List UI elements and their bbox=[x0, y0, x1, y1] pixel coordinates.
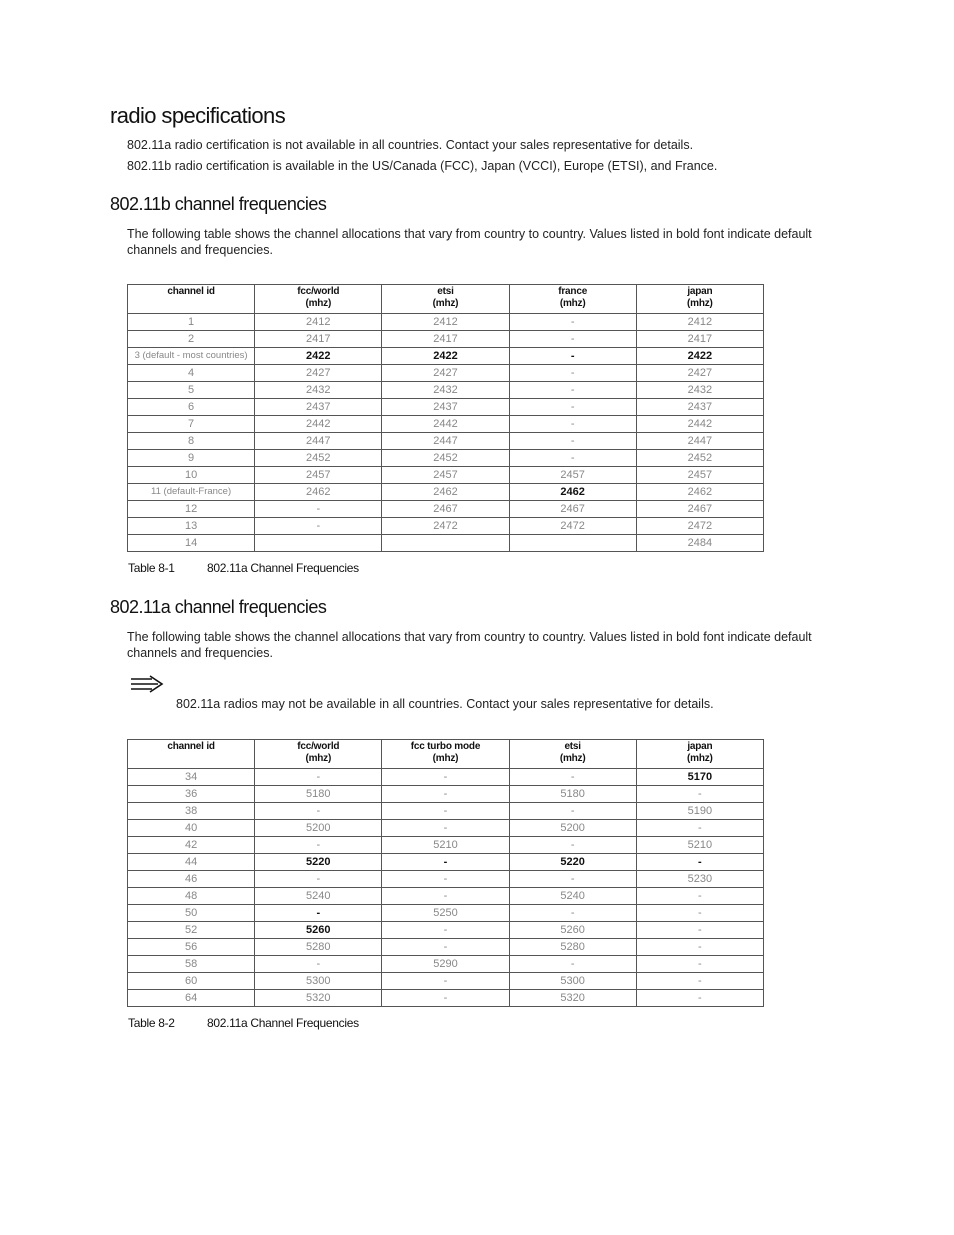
table-cell: - bbox=[382, 854, 509, 871]
table-row bbox=[128, 956, 764, 973]
column-header bbox=[128, 285, 255, 314]
intro-line-1: 802.11a radio certification is not available in all countries. Contact your sales representative for details. bbox=[127, 138, 694, 152]
table-cell: 46 bbox=[128, 871, 255, 888]
table-cell: 12 bbox=[128, 501, 255, 518]
table-cell: - bbox=[509, 956, 636, 973]
column-unit: (mhz) bbox=[432, 298, 459, 309]
table-cell: 58 bbox=[128, 956, 255, 973]
table-cell: - bbox=[255, 518, 382, 535]
table-cell: 5200 bbox=[255, 820, 382, 837]
table-cell: - bbox=[509, 433, 636, 450]
table-cell: 5210 bbox=[636, 837, 763, 854]
table-cell: - bbox=[255, 769, 382, 786]
table-cell: 5210 bbox=[382, 837, 509, 854]
table-cell: 2447 bbox=[636, 433, 763, 450]
column-unit: (mhz) bbox=[305, 753, 332, 764]
table-row bbox=[128, 365, 764, 382]
table-cell: 3 (default - most countries) bbox=[128, 348, 255, 365]
table-cell: 5200 bbox=[509, 820, 636, 837]
table-cell: 36 bbox=[128, 786, 255, 803]
table-cell: 5300 bbox=[255, 973, 382, 990]
table-cell: 2472 bbox=[509, 518, 636, 535]
table-cell: - bbox=[382, 786, 509, 803]
caption-text: 802.11a Channel Frequencies bbox=[207, 1016, 359, 1030]
table-cell: 50 bbox=[128, 905, 255, 922]
table-cell: 5190 bbox=[636, 803, 763, 820]
table-row bbox=[128, 939, 764, 956]
table-cell: 5230 bbox=[636, 871, 763, 888]
column-header bbox=[128, 740, 255, 769]
table-row bbox=[128, 786, 764, 803]
table-row bbox=[128, 416, 764, 433]
table-cell: - bbox=[509, 399, 636, 416]
table-cell: 5180 bbox=[255, 786, 382, 803]
column-name: channel id bbox=[167, 286, 215, 297]
note-arrow-icon bbox=[130, 675, 164, 693]
table-cell: - bbox=[255, 871, 382, 888]
table-cell: 7 bbox=[128, 416, 255, 433]
table-cell: 42 bbox=[128, 837, 255, 854]
column-unit: (mhz) bbox=[559, 753, 586, 764]
table-cell: 5240 bbox=[509, 888, 636, 905]
column-header bbox=[255, 740, 382, 769]
table-cell bbox=[255, 535, 382, 552]
table-cell: 2437 bbox=[255, 399, 382, 416]
table-cell: 40 bbox=[128, 820, 255, 837]
table-cell: - bbox=[255, 837, 382, 854]
table-cell: 2417 bbox=[255, 331, 382, 348]
table-cell: 2447 bbox=[255, 433, 382, 450]
table-cell: 9 bbox=[128, 450, 255, 467]
table-cell: 5320 bbox=[509, 990, 636, 1007]
table-cell: 10 bbox=[128, 467, 255, 484]
table-cell: - bbox=[509, 905, 636, 922]
table-cell: - bbox=[509, 769, 636, 786]
column-name: fcc/world bbox=[297, 741, 340, 752]
table-cell: 5220 bbox=[255, 854, 382, 871]
table-cell: 2467 bbox=[382, 501, 509, 518]
table-80211a-frequencies bbox=[127, 739, 764, 1007]
table-cell: - bbox=[509, 365, 636, 382]
table-cell: 2484 bbox=[636, 535, 763, 552]
table-row bbox=[128, 382, 764, 399]
column-unit: (mhz) bbox=[559, 298, 586, 309]
table-cell: 1 bbox=[128, 314, 255, 331]
table-cell: 5240 bbox=[255, 888, 382, 905]
table-cell: - bbox=[382, 888, 509, 905]
column-unit: (mhz) bbox=[305, 298, 332, 309]
note-text: 802.11a radios may not be available in all countries. Contact your sales representative for details. bbox=[176, 697, 714, 711]
table-cell: 2457 bbox=[636, 467, 763, 484]
table-cell: 2442 bbox=[636, 416, 763, 433]
table-cell: 2412 bbox=[636, 314, 763, 331]
table-row bbox=[128, 854, 764, 871]
intro-line-2: 802.11b radio certification is available in the US/Canada (FCC), Japan (VCCI), Europe (ETSI), and France. bbox=[127, 159, 718, 173]
table-row bbox=[128, 450, 764, 467]
table-cell: - bbox=[509, 416, 636, 433]
table-row bbox=[128, 803, 764, 820]
table-cell: 2432 bbox=[636, 382, 763, 399]
table-cell: 11 (default-France) bbox=[128, 484, 255, 501]
table-cell: 2462 bbox=[255, 484, 382, 501]
table-cell: 2472 bbox=[382, 518, 509, 535]
table-cell: 2427 bbox=[636, 365, 763, 382]
table-cell: - bbox=[636, 922, 763, 939]
table-cell: - bbox=[509, 382, 636, 399]
table-cell: 5250 bbox=[382, 905, 509, 922]
table-cell: 5220 bbox=[509, 854, 636, 871]
table-cell: 56 bbox=[128, 939, 255, 956]
table-row bbox=[128, 467, 764, 484]
table-cell: - bbox=[382, 973, 509, 990]
table-cell: 2452 bbox=[636, 450, 763, 467]
table-row bbox=[128, 314, 764, 331]
column-unit: (mhz) bbox=[432, 753, 459, 764]
table-cell: - bbox=[255, 905, 382, 922]
table-cell: - bbox=[636, 854, 763, 871]
table-cell: 4 bbox=[128, 365, 255, 382]
table-cell: 2457 bbox=[255, 467, 382, 484]
column-name: japan bbox=[687, 741, 713, 752]
table-cell: 13 bbox=[128, 518, 255, 535]
caption-number: Table 8-2 bbox=[128, 1016, 175, 1030]
column-name: japan bbox=[687, 286, 713, 297]
table-row bbox=[128, 769, 764, 786]
table-cell: 2452 bbox=[255, 450, 382, 467]
table-cell: 5280 bbox=[255, 939, 382, 956]
table-cell: 5170 bbox=[636, 769, 763, 786]
table-row bbox=[128, 837, 764, 854]
table-cell: 2442 bbox=[382, 416, 509, 433]
table-row bbox=[128, 973, 764, 990]
table-cell: - bbox=[382, 769, 509, 786]
table-cell: 2417 bbox=[636, 331, 763, 348]
column-header bbox=[255, 285, 382, 314]
table-cell: 64 bbox=[128, 990, 255, 1007]
table-cell: - bbox=[255, 803, 382, 820]
table-header-row bbox=[128, 285, 764, 314]
table-cell: 2447 bbox=[382, 433, 509, 450]
table-cell: - bbox=[636, 820, 763, 837]
caption-number: Table 8-1 bbox=[128, 561, 175, 575]
table-cell: 38 bbox=[128, 803, 255, 820]
table-cell: 2437 bbox=[636, 399, 763, 416]
column-name: fcc/world bbox=[297, 286, 340, 297]
table-cell: 2457 bbox=[382, 467, 509, 484]
table-row bbox=[128, 535, 764, 552]
table-cell: 2457 bbox=[509, 467, 636, 484]
table-cell: - bbox=[382, 939, 509, 956]
table-cell: 2422 bbox=[636, 348, 763, 365]
table-cell: - bbox=[509, 871, 636, 888]
column-name: channel id bbox=[167, 741, 215, 752]
table-cell: - bbox=[636, 990, 763, 1007]
table-cell: - bbox=[636, 905, 763, 922]
table-cell: 5280 bbox=[509, 939, 636, 956]
table-2-caption bbox=[128, 1016, 359, 1030]
column-name: france bbox=[558, 286, 588, 297]
column-unit: (mhz) bbox=[687, 753, 713, 764]
column-name: etsi bbox=[564, 741, 581, 752]
table-row bbox=[128, 820, 764, 837]
table-cell: 5 bbox=[128, 382, 255, 399]
table-row bbox=[128, 484, 764, 501]
table-cell: 2422 bbox=[382, 348, 509, 365]
table-header-row bbox=[128, 740, 764, 769]
table-cell: - bbox=[382, 820, 509, 837]
table-cell: 2417 bbox=[382, 331, 509, 348]
table-cell: 5260 bbox=[509, 922, 636, 939]
table-cell: 2467 bbox=[509, 501, 636, 518]
column-name: fcc turbo mode bbox=[410, 741, 481, 752]
table-cell: - bbox=[509, 331, 636, 348]
table-row bbox=[128, 888, 764, 905]
column-header bbox=[636, 285, 763, 314]
column-name: etsi bbox=[437, 286, 454, 297]
table-cell: 5320 bbox=[255, 990, 382, 1007]
table-row bbox=[128, 331, 764, 348]
column-unit: (mhz) bbox=[687, 298, 713, 309]
table-cell: 5300 bbox=[509, 973, 636, 990]
table-cell: 2412 bbox=[382, 314, 509, 331]
table-cell: - bbox=[382, 803, 509, 820]
table-cell: - bbox=[636, 888, 763, 905]
table-cell: 48 bbox=[128, 888, 255, 905]
table-cell: 2427 bbox=[382, 365, 509, 382]
page-title: radio specifications bbox=[110, 103, 286, 128]
table-cell bbox=[509, 535, 636, 552]
table-cell: 2462 bbox=[382, 484, 509, 501]
table-cell: - bbox=[382, 990, 509, 1007]
table-cell bbox=[382, 535, 509, 552]
section-a-heading: 802.11a channel frequencies bbox=[110, 597, 327, 617]
table-row bbox=[128, 905, 764, 922]
table-row bbox=[128, 518, 764, 535]
table-cell: 6 bbox=[128, 399, 255, 416]
table-cell: 44 bbox=[128, 854, 255, 871]
section-b-description: The following table shows the channel allocations that vary from country to country. Values listed in bold font indicate default channels and frequencies. bbox=[127, 227, 812, 257]
table-cell: 2432 bbox=[255, 382, 382, 399]
table-row bbox=[128, 922, 764, 939]
table-cell: 14 bbox=[128, 535, 255, 552]
table-row bbox=[128, 990, 764, 1007]
table-cell: - bbox=[636, 939, 763, 956]
table-cell: 2427 bbox=[255, 365, 382, 382]
table-cell: - bbox=[636, 956, 763, 973]
table-cell: - bbox=[255, 956, 382, 973]
table-cell: 5290 bbox=[382, 956, 509, 973]
table-cell: 8 bbox=[128, 433, 255, 450]
table-cell: 2437 bbox=[382, 399, 509, 416]
table-cell: - bbox=[382, 871, 509, 888]
column-header bbox=[636, 740, 763, 769]
table-cell: 2442 bbox=[255, 416, 382, 433]
table-row bbox=[128, 399, 764, 416]
table-cell: - bbox=[509, 348, 636, 365]
table-cell: - bbox=[509, 837, 636, 854]
table-row bbox=[128, 348, 764, 365]
table-cell: 2432 bbox=[382, 382, 509, 399]
table-row bbox=[128, 433, 764, 450]
section-b-heading: 802.11b channel frequencies bbox=[110, 194, 327, 214]
table-cell: 2452 bbox=[382, 450, 509, 467]
table-cell: 2472 bbox=[636, 518, 763, 535]
table-1-caption bbox=[128, 561, 359, 575]
table-row bbox=[128, 501, 764, 518]
table-cell: - bbox=[255, 501, 382, 518]
table-row bbox=[128, 871, 764, 888]
table-cell: 2412 bbox=[255, 314, 382, 331]
caption-text: 802.11a Channel Frequencies bbox=[207, 561, 359, 575]
table-cell: 2462 bbox=[509, 484, 636, 501]
table-cell: - bbox=[636, 786, 763, 803]
table-cell: - bbox=[636, 973, 763, 990]
table-cell: 52 bbox=[128, 922, 255, 939]
table-cell: 2422 bbox=[255, 348, 382, 365]
column-header bbox=[382, 285, 509, 314]
table-cell: 2 bbox=[128, 331, 255, 348]
table-cell: 5260 bbox=[255, 922, 382, 939]
column-header bbox=[509, 285, 636, 314]
column-header bbox=[509, 740, 636, 769]
table-cell: 34 bbox=[128, 769, 255, 786]
table-cell: - bbox=[509, 450, 636, 467]
table-cell: 60 bbox=[128, 973, 255, 990]
section-a-description: The following table shows the channel allocations that vary from country to country. Values listed in bold font indicate default channels and frequencies. bbox=[127, 630, 812, 660]
table-cell: 2462 bbox=[636, 484, 763, 501]
table-80211b-frequencies bbox=[127, 284, 764, 552]
table-cell: 2467 bbox=[636, 501, 763, 518]
table-cell: - bbox=[509, 314, 636, 331]
table-cell: - bbox=[382, 922, 509, 939]
table-cell: 5180 bbox=[509, 786, 636, 803]
column-header bbox=[382, 740, 509, 769]
table-cell: - bbox=[509, 803, 636, 820]
